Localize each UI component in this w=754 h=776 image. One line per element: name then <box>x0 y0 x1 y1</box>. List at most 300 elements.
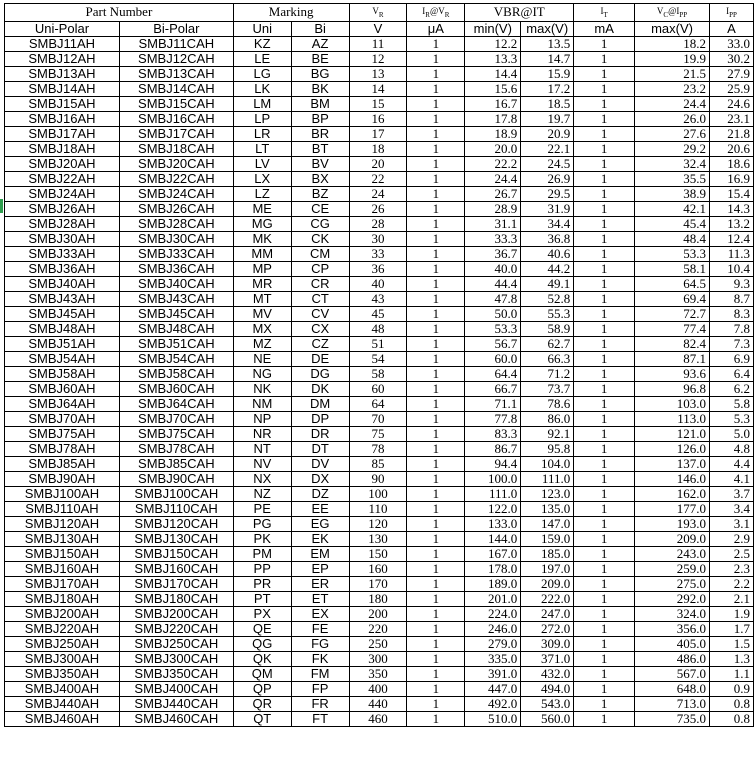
cell-bi-polar: SMBJ48CAH <box>119 321 233 336</box>
cell-ipp: 8.3 <box>709 306 753 321</box>
cell-uni-polar: SMBJ160AH <box>5 561 120 576</box>
cell-vbr-max: 34.4 <box>521 216 574 231</box>
cell-it: 1 <box>574 426 635 441</box>
cell-mark-bi: BM <box>291 96 349 111</box>
cell-bi-polar: SMBJ150CAH <box>119 546 233 561</box>
table-row <box>5 441 754 456</box>
cell-vbr-min: 20.0 <box>465 141 521 156</box>
cell-ir: 1 <box>407 606 465 621</box>
cell-vbr-max: 17.2 <box>521 81 574 96</box>
table-row <box>5 291 754 306</box>
cell-ir: 1 <box>407 51 465 66</box>
cell-bi-polar: SMBJ30CAH <box>119 231 233 246</box>
cell-mark-bi: FG <box>291 636 349 651</box>
cell-it: 1 <box>574 216 635 231</box>
cell-mark-bi: CK <box>291 231 349 246</box>
header-ipp: $I_{PP}$ <box>709 4 753 22</box>
cell-vr: 51 <box>349 336 407 351</box>
cell-it: 1 <box>574 411 635 426</box>
table-row <box>5 111 754 126</box>
table-row <box>5 576 754 591</box>
cell-ipp: 3.4 <box>709 501 753 516</box>
cell-vr: 120 <box>349 516 407 531</box>
spec-table <box>4 3 754 727</box>
cell-vbr-min: 133.0 <box>465 516 521 531</box>
cell-mark-uni: LG <box>233 66 291 81</box>
cell-mark-bi: EK <box>291 531 349 546</box>
cell-uni-polar: SMBJ18AH <box>5 141 120 156</box>
cell-vbr-min: 224.0 <box>465 606 521 621</box>
cell-ir: 1 <box>407 246 465 261</box>
cell-ir: 1 <box>407 111 465 126</box>
cell-ipp: 1.7 <box>709 621 753 636</box>
cell-uni-polar: SMBJ60AH <box>5 381 120 396</box>
cell-mark-bi: DT <box>291 441 349 456</box>
cell-ipp: 23.1 <box>709 111 753 126</box>
cell-uni-polar: SMBJ30AH <box>5 231 120 246</box>
cell-ir: 1 <box>407 126 465 141</box>
table-row <box>5 141 754 156</box>
cell-it: 1 <box>574 291 635 306</box>
header-ir: $I_R@V_R$ <box>407 4 465 22</box>
cell-vbr-max: 29.5 <box>521 186 574 201</box>
cell-it: 1 <box>574 366 635 381</box>
cell-mark-bi: CG <box>291 216 349 231</box>
cell-bi-polar: SMBJ11CAH <box>119 36 233 51</box>
cell-vbr-min: 60.0 <box>465 351 521 366</box>
cell-vc: 24.4 <box>635 96 710 111</box>
cell-it: 1 <box>574 171 635 186</box>
cell-mark-uni: NK <box>233 381 291 396</box>
cell-it: 1 <box>574 636 635 651</box>
cell-ir: 1 <box>407 711 465 726</box>
cell-vc: 177.0 <box>635 501 710 516</box>
cell-bi-polar: SMBJ20CAH <box>119 156 233 171</box>
cell-ipp: 11.3 <box>709 246 753 261</box>
cell-vc: 58.1 <box>635 261 710 276</box>
cell-vr: 36 <box>349 261 407 276</box>
cell-bi-polar: SMBJ130CAH <box>119 531 233 546</box>
header-vbr: VBR@IT <box>465 4 574 22</box>
table-row <box>5 156 754 171</box>
cell-ir: 1 <box>407 231 465 246</box>
cell-vc: 713.0 <box>635 696 710 711</box>
cell-vc: 121.0 <box>635 426 710 441</box>
cell-ir: 1 <box>407 171 465 186</box>
cell-vr: 130 <box>349 531 407 546</box>
cell-vr: 220 <box>349 621 407 636</box>
cell-mark-uni: NZ <box>233 486 291 501</box>
table-row <box>5 396 754 411</box>
cell-mark-bi: BV <box>291 156 349 171</box>
header-bi-polar: Bi-Polar <box>119 21 233 36</box>
cell-ipp: 20.6 <box>709 141 753 156</box>
cell-vbr-max: 49.1 <box>521 276 574 291</box>
cell-bi-polar: SMBJ26CAH <box>119 201 233 216</box>
cell-mark-bi: CV <box>291 306 349 321</box>
cell-vbr-max: 543.0 <box>521 696 574 711</box>
cell-vc: 48.4 <box>635 231 710 246</box>
cell-uni-polar: SMBJ28AH <box>5 216 120 231</box>
cell-vbr-max: 40.6 <box>521 246 574 261</box>
cell-vr: 22 <box>349 171 407 186</box>
cell-vbr-min: 83.3 <box>465 426 521 441</box>
cell-mark-uni: LT <box>233 141 291 156</box>
cell-vbr-max: 159.0 <box>521 531 574 546</box>
cell-vr: 26 <box>349 201 407 216</box>
cell-ipp: 2.1 <box>709 591 753 606</box>
cell-mark-bi: DR <box>291 426 349 441</box>
cell-vbr-min: 16.7 <box>465 96 521 111</box>
cell-mark-bi: DE <box>291 351 349 366</box>
cell-vr: 85 <box>349 456 407 471</box>
cell-vbr-max: 31.9 <box>521 201 574 216</box>
cell-vbr-min: 246.0 <box>465 621 521 636</box>
cell-vc: 567.0 <box>635 666 710 681</box>
cell-mark-bi: BK <box>291 81 349 96</box>
cell-vbr-min: 77.8 <box>465 411 521 426</box>
cell-ir: 1 <box>407 336 465 351</box>
cell-ipp: 2.2 <box>709 576 753 591</box>
cell-vr: 20 <box>349 156 407 171</box>
table-row <box>5 711 754 726</box>
cell-vr: 60 <box>349 381 407 396</box>
cell-mark-bi: DG <box>291 366 349 381</box>
cell-mark-uni: LZ <box>233 186 291 201</box>
cell-mark-bi: FT <box>291 711 349 726</box>
cell-vbr-max: 22.1 <box>521 141 574 156</box>
unit-vr: V <box>349 21 407 36</box>
cell-vc: 193.0 <box>635 516 710 531</box>
cell-it: 1 <box>574 156 635 171</box>
cell-vr: 64 <box>349 396 407 411</box>
cell-bi-polar: SMBJ200CAH <box>119 606 233 621</box>
cell-ipp: 4.8 <box>709 441 753 456</box>
cell-mark-uni: QP <box>233 681 291 696</box>
cell-mark-uni: ME <box>233 201 291 216</box>
cell-uni-polar: SMBJ400AH <box>5 681 120 696</box>
table-row <box>5 126 754 141</box>
cell-vbr-min: 14.4 <box>465 66 521 81</box>
cell-mark-bi: FM <box>291 666 349 681</box>
cell-vr: 11 <box>349 36 407 51</box>
cell-bi-polar: SMBJ17CAH <box>119 126 233 141</box>
cell-mark-uni: MM <box>233 246 291 261</box>
cell-mark-bi: CR <box>291 276 349 291</box>
cell-vbr-max: 26.9 <box>521 171 574 186</box>
cell-mark-uni: LP <box>233 111 291 126</box>
cell-vbr-max: 71.2 <box>521 366 574 381</box>
cell-mark-uni: PG <box>233 516 291 531</box>
cell-vbr-max: 52.8 <box>521 291 574 306</box>
cell-it: 1 <box>574 66 635 81</box>
cell-vc: 292.0 <box>635 591 710 606</box>
cell-vbr-min: 94.4 <box>465 456 521 471</box>
cell-uni-polar: SMBJ11AH <box>5 36 120 51</box>
cell-mark-uni: LV <box>233 156 291 171</box>
cell-mark-uni: MG <box>233 216 291 231</box>
cell-mark-bi: FP <box>291 681 349 696</box>
cell-it: 1 <box>574 456 635 471</box>
cell-ir: 1 <box>407 501 465 516</box>
cell-mark-bi: EG <box>291 516 349 531</box>
cell-mark-uni: NM <box>233 396 291 411</box>
cell-uni-polar: SMBJ180AH <box>5 591 120 606</box>
cell-ipp: 1.5 <box>709 636 753 651</box>
cell-bi-polar: SMBJ250CAH <box>119 636 233 651</box>
cell-it: 1 <box>574 321 635 336</box>
cell-vbr-max: 55.3 <box>521 306 574 321</box>
cell-ipp: 5.8 <box>709 396 753 411</box>
cell-mark-uni: KZ <box>233 36 291 51</box>
cell-it: 1 <box>574 336 635 351</box>
cell-mark-bi: DM <box>291 396 349 411</box>
cell-bi-polar: SMBJ58CAH <box>119 366 233 381</box>
cell-vr: 440 <box>349 696 407 711</box>
cell-it: 1 <box>574 666 635 681</box>
cell-uni-polar: SMBJ75AH <box>5 426 120 441</box>
cell-vbr-max: 78.6 <box>521 396 574 411</box>
cell-vbr-max: 14.7 <box>521 51 574 66</box>
cell-ipp: 2.9 <box>709 531 753 546</box>
cell-vbr-min: 66.7 <box>465 381 521 396</box>
cell-vc: 87.1 <box>635 351 710 366</box>
cell-mark-bi: FR <box>291 696 349 711</box>
cell-vbr-min: 56.7 <box>465 336 521 351</box>
table-row <box>5 36 754 51</box>
cell-vc: 735.0 <box>635 711 710 726</box>
table-row <box>5 651 754 666</box>
cell-ir: 1 <box>407 441 465 456</box>
cell-ir: 1 <box>407 681 465 696</box>
cell-mark-bi: CP <box>291 261 349 276</box>
cell-mark-bi: CM <box>291 246 349 261</box>
cell-vr: 180 <box>349 591 407 606</box>
cell-bi-polar: SMBJ60CAH <box>119 381 233 396</box>
cell-bi-polar: SMBJ78CAH <box>119 441 233 456</box>
cell-bi-polar: SMBJ75CAH <box>119 426 233 441</box>
cell-ipp: 1.9 <box>709 606 753 621</box>
cell-vr: 28 <box>349 216 407 231</box>
cell-ir: 1 <box>407 411 465 426</box>
cell-bi-polar: SMBJ160CAH <box>119 561 233 576</box>
cell-uni-polar: SMBJ150AH <box>5 546 120 561</box>
table-row <box>5 171 754 186</box>
cell-vbr-max: 247.0 <box>521 606 574 621</box>
cell-mark-bi: BG <box>291 66 349 81</box>
cell-uni-polar: SMBJ22AH <box>5 171 120 186</box>
cell-bi-polar: SMBJ120CAH <box>119 516 233 531</box>
cell-uni-polar: SMBJ24AH <box>5 186 120 201</box>
cell-mark-uni: PK <box>233 531 291 546</box>
cell-uni-polar: SMBJ460AH <box>5 711 120 726</box>
cell-vc: 32.4 <box>635 156 710 171</box>
cell-vr: 16 <box>349 111 407 126</box>
cell-ipp: 7.8 <box>709 321 753 336</box>
cell-vbr-max: 18.5 <box>521 96 574 111</box>
table-row <box>5 456 754 471</box>
cell-ipp: 1.3 <box>709 651 753 666</box>
cell-ipp: 25.9 <box>709 81 753 96</box>
table-row <box>5 531 754 546</box>
cell-vbr-min: 24.4 <box>465 171 521 186</box>
cell-mark-uni: LE <box>233 51 291 66</box>
cell-uni-polar: SMBJ58AH <box>5 366 120 381</box>
cell-bi-polar: SMBJ28CAH <box>119 216 233 231</box>
cell-ir: 1 <box>407 276 465 291</box>
cell-vbr-min: 71.1 <box>465 396 521 411</box>
cell-vr: 12 <box>349 51 407 66</box>
cell-vc: 27.6 <box>635 126 710 141</box>
cell-it: 1 <box>574 471 635 486</box>
cell-bi-polar: SMBJ43CAH <box>119 291 233 306</box>
cell-vr: 300 <box>349 651 407 666</box>
cell-ipp: 14.3 <box>709 201 753 216</box>
cell-mark-bi: BE <box>291 51 349 66</box>
cell-mark-bi: CX <box>291 321 349 336</box>
cell-vbr-min: 335.0 <box>465 651 521 666</box>
cell-vc: 18.2 <box>635 36 710 51</box>
cell-bi-polar: SMBJ350CAH <box>119 666 233 681</box>
cell-vr: 43 <box>349 291 407 306</box>
cell-vbr-min: 18.9 <box>465 126 521 141</box>
cell-bi-polar: SMBJ33CAH <box>119 246 233 261</box>
cell-ir: 1 <box>407 186 465 201</box>
cell-uni-polar: SMBJ170AH <box>5 576 120 591</box>
table-row <box>5 471 754 486</box>
cell-ipp: 2.5 <box>709 546 753 561</box>
cell-mark-uni: MR <box>233 276 291 291</box>
table-body <box>5 36 754 726</box>
table-row <box>5 561 754 576</box>
cell-vbr-min: 17.8 <box>465 111 521 126</box>
cell-vbr-max: 560.0 <box>521 711 574 726</box>
cell-vbr-min: 15.6 <box>465 81 521 96</box>
cell-ipp: 0.8 <box>709 696 753 711</box>
cell-mark-bi: FK <box>291 651 349 666</box>
cell-vr: 250 <box>349 636 407 651</box>
cell-bi-polar: SMBJ64CAH <box>119 396 233 411</box>
header-mark-bi: Bi <box>291 21 349 36</box>
cell-it: 1 <box>574 306 635 321</box>
cell-it: 1 <box>574 141 635 156</box>
cell-ir: 1 <box>407 261 465 276</box>
cell-bi-polar: SMBJ36CAH <box>119 261 233 276</box>
cell-vr: 30 <box>349 231 407 246</box>
cell-vc: 259.0 <box>635 561 710 576</box>
cell-it: 1 <box>574 576 635 591</box>
cell-vbr-max: 15.9 <box>521 66 574 81</box>
cell-it: 1 <box>574 231 635 246</box>
cell-ipp: 4.1 <box>709 471 753 486</box>
cell-mark-bi: EX <box>291 606 349 621</box>
cell-vbr-max: 95.8 <box>521 441 574 456</box>
cell-vc: 21.5 <box>635 66 710 81</box>
cell-vbr-min: 22.2 <box>465 156 521 171</box>
cell-vc: 405.0 <box>635 636 710 651</box>
table-row <box>5 231 754 246</box>
cell-ir: 1 <box>407 471 465 486</box>
cell-it: 1 <box>574 246 635 261</box>
cell-vr: 33 <box>349 246 407 261</box>
cell-it: 1 <box>574 591 635 606</box>
cell-vr: 200 <box>349 606 407 621</box>
cell-ipp: 24.6 <box>709 96 753 111</box>
header-part-number: Part Number <box>5 4 234 22</box>
cell-vbr-max: 371.0 <box>521 651 574 666</box>
cell-mark-uni: MP <box>233 261 291 276</box>
cell-bi-polar: SMBJ12CAH <box>119 51 233 66</box>
cell-vc: 103.0 <box>635 396 710 411</box>
cell-bi-polar: SMBJ24CAH <box>119 186 233 201</box>
cell-ir: 1 <box>407 306 465 321</box>
cell-uni-polar: SMBJ85AH <box>5 456 120 471</box>
cell-ipp: 7.3 <box>709 336 753 351</box>
cell-ir: 1 <box>407 696 465 711</box>
unit-vc: max(V) <box>635 21 710 36</box>
cell-ir: 1 <box>407 636 465 651</box>
cell-uni-polar: SMBJ14AH <box>5 81 120 96</box>
cell-ipp: 9.3 <box>709 276 753 291</box>
cell-bi-polar: SMBJ13CAH <box>119 66 233 81</box>
cell-uni-polar: SMBJ33AH <box>5 246 120 261</box>
cell-uni-polar: SMBJ51AH <box>5 336 120 351</box>
cell-mark-uni: NP <box>233 411 291 426</box>
cell-uni-polar: SMBJ36AH <box>5 261 120 276</box>
cell-vbr-max: 86.0 <box>521 411 574 426</box>
cell-vr: 150 <box>349 546 407 561</box>
cell-vr: 350 <box>349 666 407 681</box>
table-row <box>5 606 754 621</box>
cell-mark-uni: PP <box>233 561 291 576</box>
cell-vc: 42.1 <box>635 201 710 216</box>
cell-uni-polar: SMBJ110AH <box>5 501 120 516</box>
cell-vbr-max: 20.9 <box>521 126 574 141</box>
unit-it: mA <box>574 21 635 36</box>
cell-ir: 1 <box>407 291 465 306</box>
cell-mark-bi: AZ <box>291 36 349 51</box>
cell-mark-uni: PR <box>233 576 291 591</box>
table-row <box>5 516 754 531</box>
cell-vbr-max: 222.0 <box>521 591 574 606</box>
header-row-groups <box>5 4 754 22</box>
cell-mark-bi: DX <box>291 471 349 486</box>
cell-it: 1 <box>574 96 635 111</box>
cell-vbr-max: 44.2 <box>521 261 574 276</box>
cell-bi-polar: SMBJ440CAH <box>119 696 233 711</box>
cell-mark-bi: BX <box>291 171 349 186</box>
cell-vc: 162.0 <box>635 486 710 501</box>
cell-mark-uni: MV <box>233 306 291 321</box>
table-row <box>5 216 754 231</box>
cell-vbr-max: 73.7 <box>521 381 574 396</box>
cell-vbr-max: 209.0 <box>521 576 574 591</box>
cell-mark-bi: CT <box>291 291 349 306</box>
cell-vc: 53.3 <box>635 246 710 261</box>
table-row <box>5 276 754 291</box>
cell-bi-polar: SMBJ85CAH <box>119 456 233 471</box>
cell-mark-bi: BP <box>291 111 349 126</box>
cell-vr: 15 <box>349 96 407 111</box>
cell-it: 1 <box>574 651 635 666</box>
cell-uni-polar: SMBJ78AH <box>5 441 120 456</box>
cell-vbr-min: 47.8 <box>465 291 521 306</box>
cell-vbr-min: 53.3 <box>465 321 521 336</box>
table-row <box>5 666 754 681</box>
cell-mark-bi: ER <box>291 576 349 591</box>
cell-vc: 72.7 <box>635 306 710 321</box>
cell-mark-uni: LR <box>233 126 291 141</box>
